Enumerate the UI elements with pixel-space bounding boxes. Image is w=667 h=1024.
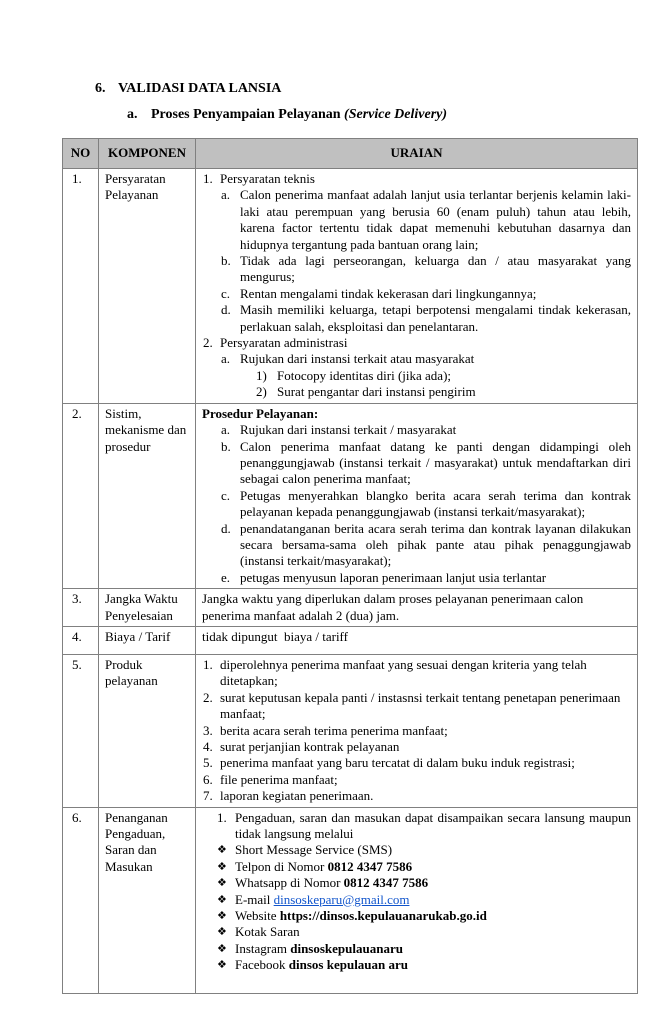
header-uraian: URAIAN [196, 139, 638, 169]
service-standard-table [62, 138, 638, 994]
list-item: 2. surat keputusan kepala panti / instasnsi terkait tentang penetapan penerimaan manfaat; [203, 689, 621, 722]
contact-item-whatsapp: ❖ Whatsapp di Nomor 0812 4347 7586 [217, 875, 429, 891]
contact-item-website: ❖ Website https://dinsos.kepulauanarukab.go.id [217, 908, 487, 924]
table-row-produk [63, 654, 638, 807]
facebook-handle: dinsos kepulauan aru [288, 957, 409, 973]
row6-uraian [196, 807, 638, 993]
contact-item-sms: ❖ Short Message Service (SMS) [217, 842, 393, 858]
procedure-heading: Prosedur Pelayanan: [202, 405, 319, 421]
diamond-bullet-icon: ❖ [217, 859, 227, 873]
list-item: d. penandatanganan berita acara serah terima dan kontrak layanan dilakukan secara bersama-sama oleh pihak pante atau pihak penaggungjawab (instansi terkait/masyarakat); [221, 520, 631, 569]
diamond-bullet-icon: ❖ [217, 892, 227, 906]
row3-komponen: Jangka Waktu Penyelesaian [99, 589, 196, 627]
list-item: 1) Fotocopy identitas diri (jika ada); [256, 367, 452, 383]
list-item: 1. Pengaduan, saran dan masukan dapat disampaikan secara lansung maupun tidak langsung melalui [217, 809, 631, 842]
diamond-bullet-icon: ❖ [217, 843, 227, 857]
row6-no: 6. [63, 807, 99, 993]
table-row-biaya [63, 626, 638, 654]
row4-komponen: Biaya / Tarif [99, 626, 196, 654]
list-item: 6. file penerima manfaat; [203, 771, 338, 787]
list-item: 1. diperolehnya penerima manfaat yang sesuai dengan kriteria yang telah ditetapkan; [203, 656, 587, 689]
row5-komponen: Produk pelayanan [99, 654, 196, 807]
row2-komponen: Sistim, mekanisme dan prosedur [99, 403, 196, 588]
row1-uraian [196, 169, 638, 404]
email-link[interactable]: dinsoskeparu@gmail.com [273, 891, 410, 907]
header-no: NO [63, 139, 99, 169]
row4-uraian: tidak dipungut biaya / tariff [196, 626, 638, 654]
list-item: 3. berita acara serah terima penerima manfaat; [203, 722, 448, 738]
row1-komponen: Persyaratan Pelayanan [99, 169, 196, 404]
row5-no: 5. [63, 654, 99, 807]
diamond-bullet-icon: ❖ [217, 941, 227, 955]
contact-item-instagram: ❖ Instagram dinsoskepulauanaru [217, 940, 403, 956]
table-row-prosedur [63, 403, 638, 588]
diamond-bullet-icon: ❖ [217, 909, 227, 923]
row1-no: 1. [63, 169, 99, 404]
list-item: e. petugas menyusun laporan penerimaan lanjut usia terlantar [221, 569, 547, 585]
list-item: 2) Surat pengantar dari instansi pengirim [256, 384, 476, 400]
diamond-bullet-icon: ❖ [217, 958, 227, 972]
table-row-pengaduan [63, 807, 638, 993]
row3-uraian: Jangka waktu yang diperlukan dalam proses pelayanan penerimaan calon penerima manfaat adalah 2 (dua) jam. [196, 589, 638, 627]
sub-title: Proses Penyampaian Pelayanan (Service Delivery) [151, 107, 448, 122]
row5-uraian [196, 654, 638, 807]
row3-no: 3. [63, 589, 99, 627]
sub-title-italic: (Service Delivery) [344, 107, 448, 122]
diamond-bullet-icon: ❖ [217, 876, 227, 890]
sub-heading [127, 106, 667, 123]
row4-no: 4. [63, 626, 99, 654]
table-row-persyaratan [63, 169, 638, 404]
list-item: a. Calon penerima manfaat adalah lanjut usia terlantar berjenis kelamin laki-laki atau perempuan yang berusia 60 (enam puluh) tahun atau lebih, karena factor tertentu tidak dapat memenuhi kebutuhan dasarnya dan hidupnya tergantung pada bantuan orang lain; [221, 187, 631, 252]
contact-item-kotak-saran: ❖ Kotak Saran [217, 924, 300, 940]
whatsapp-number: 0812 4347 7586 [343, 875, 429, 891]
section-heading [95, 80, 667, 97]
list-item: 2. Persyaratan administrasi [203, 335, 348, 351]
list-item: c. Petugas menyerahkan blangko berita acara serah terima dan kontrak pelayanan kepada penanggungjawab (instansi terkait/masyarakat); [221, 487, 631, 520]
contact-item-facebook: ❖ Facebook dinsos kepulauan aru [217, 957, 409, 973]
list-item: 1. Persyaratan teknis [203, 171, 315, 186]
header-komponen: KOMPONEN [99, 139, 196, 169]
instagram-handle: dinsoskepulauanaru [290, 940, 403, 956]
website-url: https://dinsos.kepulauanarukab.go.id [279, 908, 487, 924]
sub-number: a. [127, 107, 138, 122]
contact-item-email: ❖ E-mail dinsoskeparu@gmail.com [217, 891, 410, 907]
row6-komponen: Penanganan Pengaduan, Saran dan Masukan [99, 807, 196, 993]
list-item: c. Rentan mengalami tindak kekerasan dari lingkungannya; [221, 285, 537, 301]
table-header-row [63, 139, 638, 169]
list-item: 4. surat perjanjian kontrak pelayanan [203, 739, 400, 754]
list-item: 5. penerima manfaat yang baru tercatat di dalam buku induk registrasi; [203, 755, 575, 771]
list-item: d. Masih memiliki keluarga, tetapi berpotensi mengalami tindak kekerasan, perlakuan salah, eksploitasi dan penelantaran. [221, 302, 631, 334]
list-item: a. Rujukan dari instansi terkait atau masyarakat [221, 351, 475, 367]
list-item: 7. laporan kegiatan penerimaan. [203, 788, 374, 804]
contact-item-phone: ❖ Telpon di Nomor 0812 4347 7586 [217, 858, 413, 874]
row2-uraian [196, 403, 638, 588]
section-title: VALIDASI DATA LANSIA [118, 81, 282, 96]
list-item: a. Rujukan dari instansi terkait / masyarakat [221, 422, 457, 438]
row2-no: 2. [63, 403, 99, 588]
section-number: 6. [95, 81, 106, 96]
table-row-jangka-waktu [63, 589, 638, 627]
diamond-bullet-icon: ❖ [217, 925, 227, 939]
list-item: b. Tidak ada lagi perseorangan, keluarga dan / atau masyarakat yang mengurus; [221, 253, 631, 285]
phone-number: 0812 4347 7586 [327, 858, 413, 874]
list-item: b. Calon penerima manfaat datang ke panti dengan didampingi oleh penanggungjawab (instansi terkait / masyarakat) untuk mendaftarkan diri sebagai calon penerima manfaat; [221, 438, 631, 487]
